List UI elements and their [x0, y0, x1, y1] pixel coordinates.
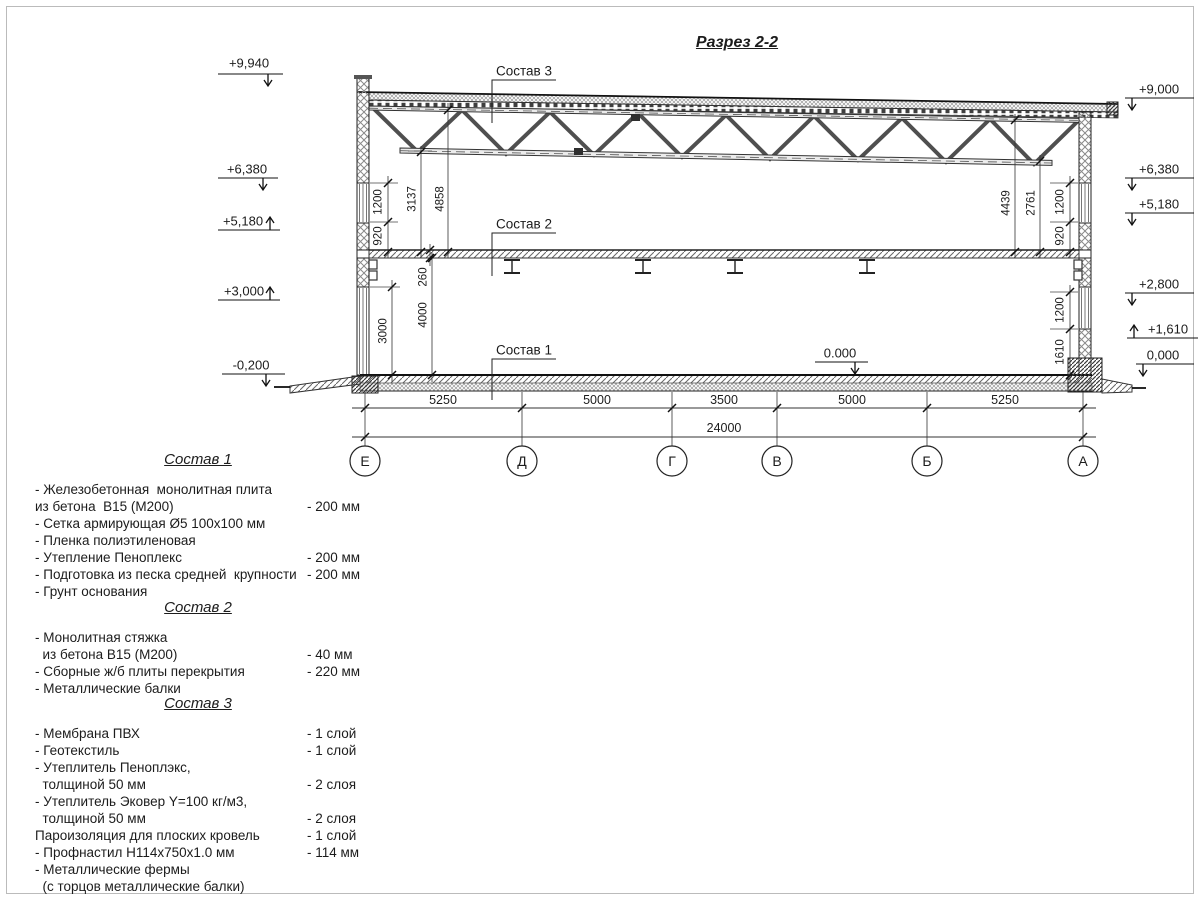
spec-row: - Утеплитель Пеноплэкс,: [35, 760, 191, 775]
elevation-right-6380: +6,380: [1138, 161, 1180, 177]
spec-row: (с торцов металлические балки): [35, 879, 245, 894]
spec-row: - Утеплитель Эковер Y=100 кг/м3,: [35, 794, 248, 809]
vdim-4000: 4000: [417, 302, 430, 328]
spec-row: - Утепление Пеноплекс - 200 мм: [35, 550, 361, 565]
axis-bubble-label-b: Б: [922, 453, 932, 469]
hdim-5250-2: 5250: [991, 392, 1019, 407]
spec-row: - Монолитная стяжка: [35, 630, 168, 645]
callout-sostav-2: Состав 2: [496, 216, 552, 232]
vdim-1200-right-lower: 1200: [1054, 297, 1067, 323]
vdim-3000: 3000: [377, 318, 390, 344]
elevation-right-2800: +2,800: [1138, 276, 1180, 292]
elevation-left-3000: +3,000: [223, 283, 265, 299]
spec-block-sostav-1: [35, 451, 361, 600]
axis-bubble-label-g: Г: [668, 453, 676, 469]
vdim-4439: 4439: [1000, 190, 1013, 216]
spec-row: из бетона В15 (М200) - 40 мм: [35, 647, 353, 662]
vdim-920-right: 920: [1054, 226, 1067, 246]
callout-sostav-3: Состав 3: [496, 63, 552, 79]
callout-sostav-1: Состав 1: [496, 342, 552, 358]
vdim-3137: 3137: [406, 186, 419, 212]
spec-row: - Металлические фермы: [35, 862, 190, 877]
spec-row: толщиной 50 мм - 2 слоя: [35, 777, 357, 792]
axis-bubble-label-e: Е: [360, 453, 370, 469]
hdim-3500: 3500: [710, 392, 738, 407]
elevation-right-1610: +1,610: [1147, 321, 1189, 337]
vdim-2761: 2761: [1025, 190, 1038, 216]
vdim-4858: 4858: [434, 186, 447, 212]
elevation-left-6380: +6,380: [226, 161, 268, 177]
spec-row: - Геотекстиль - 1 слой: [35, 743, 357, 758]
hdim-24000: 24000: [706, 420, 742, 435]
vdim-1200-left-upper: 1200: [372, 189, 385, 215]
spec-row: - Металлические балки: [35, 681, 181, 696]
spec-row: - Грунт основания: [35, 584, 148, 599]
vdim-1200-right-upper: 1200: [1054, 189, 1067, 215]
elevation-floor-zero: 0.000: [823, 345, 857, 361]
spec-block-sostav-2: [35, 599, 361, 697]
axis-bubble-label-d: Д: [517, 453, 527, 469]
axis-bubble-label-a: А: [1078, 453, 1088, 469]
spec-row: - Сетка армирующая Ø5 100х100 мм: [35, 516, 266, 531]
spec-title: Состав 2: [164, 599, 232, 616]
spec-row: толщиной 50 мм - 2 слоя: [35, 811, 357, 826]
elevation-left-m0200: -0,200: [232, 357, 270, 373]
spec-row: - Подготовка из песка средней крупности - 200 мм: [35, 567, 361, 582]
vdim-920-left: 920: [372, 226, 385, 246]
vdim-260: 260: [417, 267, 430, 287]
spec-row: - Профнастил Н114х750х1.0 мм - 114 мм: [35, 845, 360, 860]
elevation-left-9940: +9,940: [228, 55, 270, 71]
spec-row: из бетона В15 (М200) - 200 мм: [35, 499, 361, 514]
spec-title: Состав 3: [164, 695, 232, 712]
elevation-right-0000: 0,000: [1146, 347, 1180, 363]
hdim-5000-1: 5000: [583, 392, 611, 407]
vdim-1610: 1610: [1054, 339, 1067, 365]
spec-row: Пароизоляция для плоских кровель - 1 слой: [35, 828, 357, 843]
spec-block-sostav-3: [35, 695, 361, 895]
elevation-right-5180: +5,180: [1138, 196, 1180, 212]
hdim-5000-2: 5000: [838, 392, 866, 407]
elevation-left-5180: +5,180: [222, 213, 264, 229]
spec-row: - Железобетонная монолитная плита: [35, 482, 273, 497]
spec-row: - Мембрана ПВХ - 1 слой: [35, 726, 357, 741]
spec-title: Состав 1: [164, 451, 232, 468]
drawing-title: Разрез 2-2: [695, 34, 779, 51]
spec-row: - Пленка полиэтиленовая: [35, 533, 196, 548]
axis-bubble-label-v: В: [772, 453, 782, 469]
spec-row: - Сборные ж/б плиты перекрытия - 220 мм: [35, 664, 361, 679]
elevation-right-9000: +9,000: [1138, 81, 1180, 97]
hdim-5250-1: 5250: [429, 392, 457, 407]
